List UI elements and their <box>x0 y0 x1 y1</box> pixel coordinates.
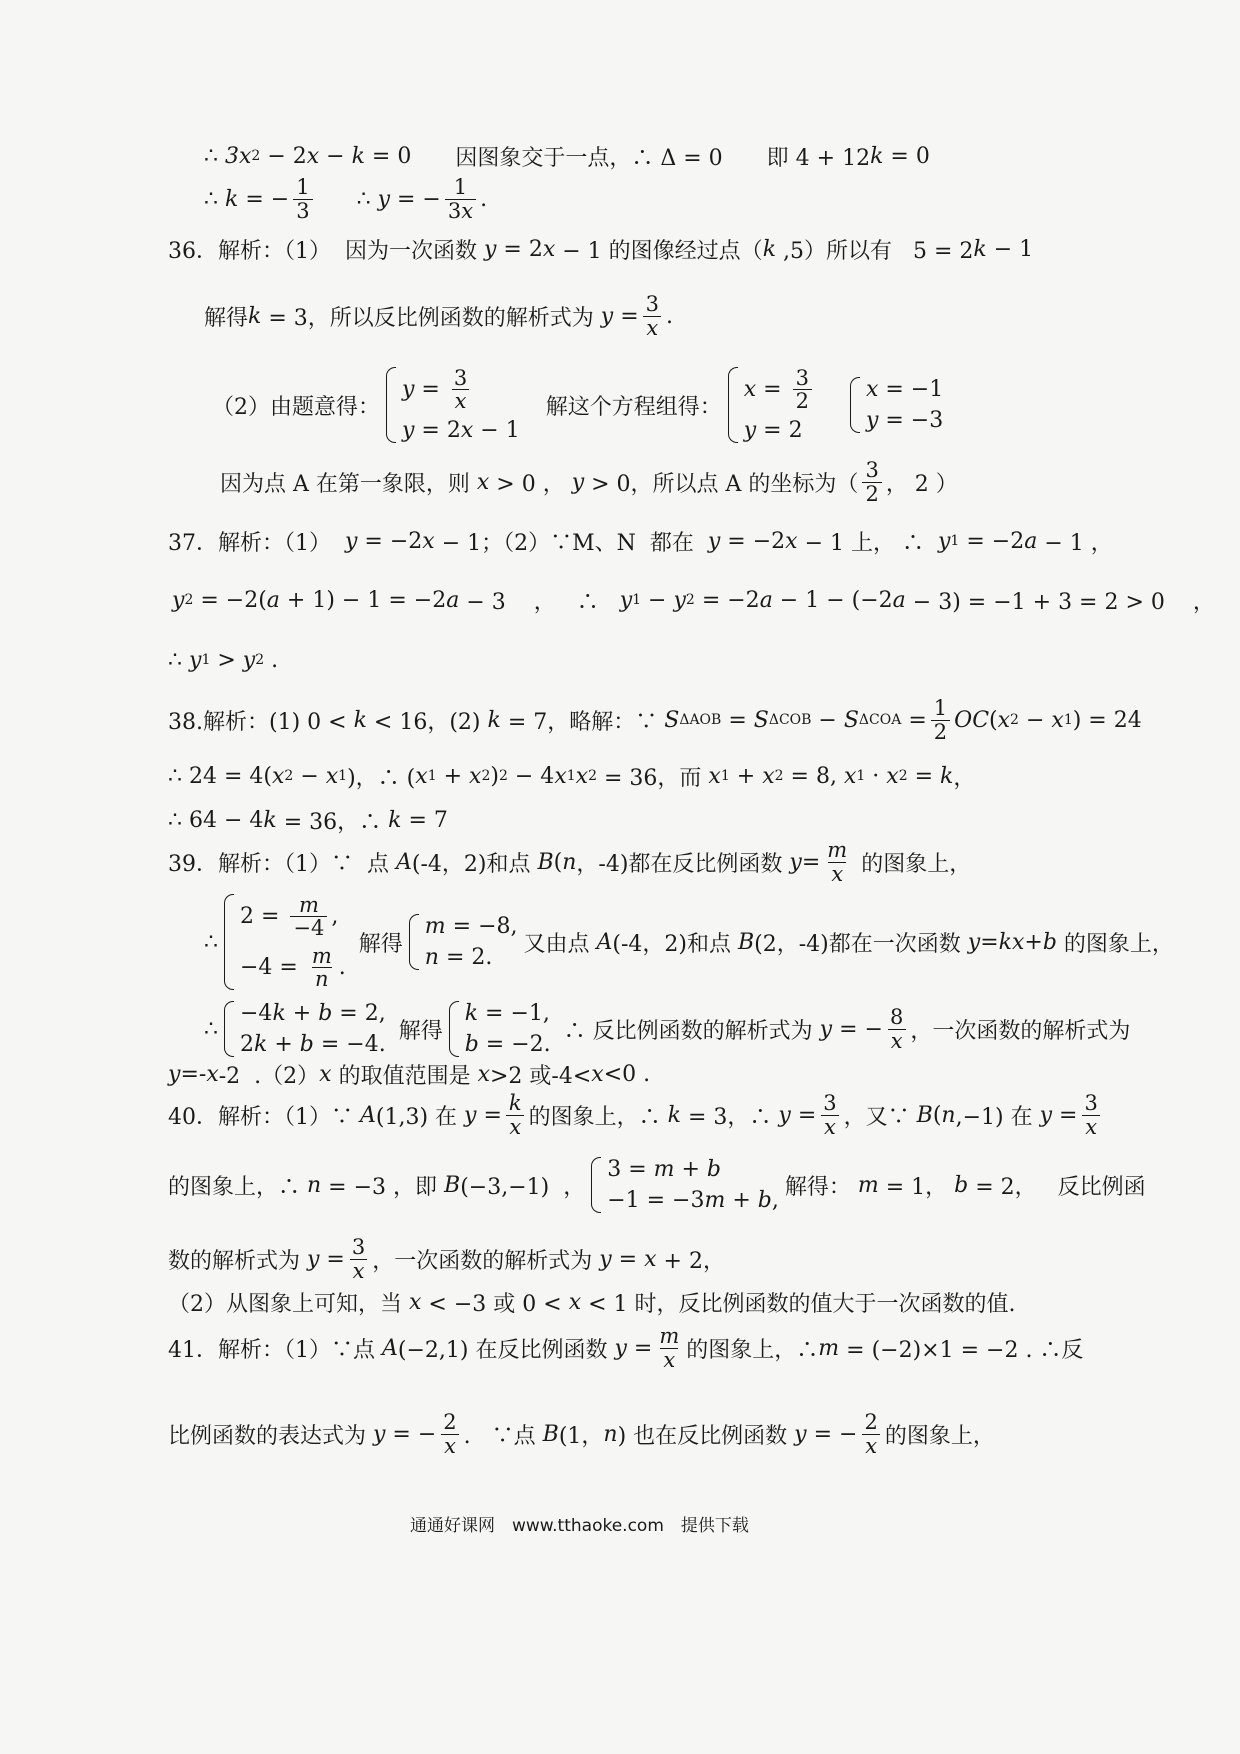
footer-text: 通通好课网 www.tthaoke.com 提供下载 <box>410 1515 749 1536</box>
line-8 <box>0 570 1240 630</box>
line-22 <box>0 1404 1240 1464</box>
equation-system-3: x = −1 y = −3 <box>850 377 943 433</box>
line-3-content: 36．解析：（1） 因为一次函数 y = 2 x − 1 的图像经过点（ k ,5）所以有 5 = 2 k − 1 <box>168 236 1034 264</box>
equation-system-8: 3 = m + b −1 = −3 m + b , <box>591 1157 779 1213</box>
line-8-content: y 2 = −2( a + 1) − 1 = −2 a − 3 ， ∴ y 1 − y 2 = −2 a − 1 − (−2 a − 3) = −1 + 3 = 2 > 0 ， <box>172 587 1215 615</box>
line-20-content: （2）从图象上可知，当 x < −3 或 0 < x < 1 时，反比例函数的值大于一次函数的值. <box>168 1289 1016 1317</box>
line-14-content: ∴ 2 = $\frac{m}{-4}$ , −4 = $\frac{m}{n}$ . 解得 m = −8, n = 2. 又由点 A (-4，2)和点 B (2，-4)都在一次函数 y = kx + b 的图象上， <box>204 892 1174 992</box>
line-3 <box>0 219 1240 279</box>
equation-system-1: y = $\frac{3}{x}$ y = 2 x − 1 <box>386 367 520 443</box>
line-10 <box>0 690 1240 750</box>
line-22-content: 比例函数的表达式为 y = − $\frac{2}{x}$ . ∵点 B (1， n ) 也在反比例函数 y = − $\frac{2}{x}$ 的图象上， <box>168 1410 995 1458</box>
line-7-content: 37．解析：（1） y = −2 x − 1；（2）∵M、N 都在 y = −2 x − 1 上， ∴ y 1 = −2 a − 1 ， <box>168 528 1113 556</box>
line-19-content: 数的解析式为 y = $\frac{3}{x}$ ，一次函数的解析式为 y = x + 2， <box>168 1235 725 1283</box>
line-18-content: 的图象上，∴ n = −3 ，即 B (−3,−1) ， 3 = m + b −1 = −3 m + b , 解得： m = 1， b = 2， 反比例函 <box>168 1157 1146 1213</box>
equation-system-2: x = $\frac{3}{2}$ y = 2 <box>728 367 816 443</box>
line-9 <box>0 630 1240 690</box>
line-17 <box>0 1085 1240 1145</box>
equation-system-6: −4 k + b = 2, 2 k + b = −4. <box>224 1001 386 1057</box>
line-15-content: ∴ −4 k + b = 2, 2 k + b = −4. 解得 k = −1, b = −2. ∴ 反比例函数的解析式为 y = − $\frac{8}{x}$ ，一次函数的解析式为 <box>204 1001 1131 1057</box>
line-21 <box>0 1318 1240 1378</box>
line-11-content: ∴ 24 = 4( x 2 − x 1 )，∴ ( x 1 + x 2 ) 2 − 4 x 1 x 2 = 36，而 x 1 + x 2 = 8, x 1 · x 2 = k ， <box>168 763 976 791</box>
line-6 <box>0 452 1240 512</box>
line-5 <box>0 365 1240 444</box>
line-9-content: ∴ y 1 > y 2 . <box>168 647 279 673</box>
line-5-content: （2）由题意得： y = $\frac{3}{x}$ y = 2 x − 1 解这个方程组得： x = $\frac{3}{2}$ y = 2 x = −1 y = −3 <box>212 365 944 444</box>
equation-system-5: m = −8, n = 2. <box>409 914 518 970</box>
line-18 <box>0 1148 1240 1222</box>
page-footer <box>0 1493 1240 1553</box>
line-13 <box>0 832 1240 892</box>
line-1-content: ∴ 3x 2 − 2 x − k = 0 因图象交于一点，∴ Δ = 0 即 4 + 12 k = 0 <box>204 143 930 171</box>
line-2-content: ∴ k = − $\frac{1}{3}$ ∴ y = − $\frac{1}{3x}$ . <box>204 175 488 223</box>
line-16-content: y =- x -2 .（2） x 的取值范围是 x >2 或-4< x <0 . <box>168 1061 651 1089</box>
line-14 <box>0 892 1240 992</box>
line-6-content: 因为点 A 在第一象限，则 x > 0 ， y > 0，所以点 A 的坐标为（ $\frac{3}{2}$ ， 2 ） <box>220 458 958 506</box>
line-12-content: ∴ 64 − 4 k = 36，∴ k = 7 <box>168 807 448 835</box>
equation-system-7: k = −1, b = −2. <box>449 1001 551 1057</box>
line-4 <box>0 286 1240 346</box>
equation-system-4: 2 = $\frac{m}{-4}$ , −4 = $\frac{m}{n}$ . <box>224 894 346 990</box>
line-17-content: 40．解析：（1）∵ A (1,3) 在 y = $\frac{k}{x}$ 的图象上，∴ k = 3，∴ y = $\frac{3}{x}$ ，又∵ B ( n ,−1) 在 y = $\frac{3}{x}$ <box>168 1085 1105 1145</box>
line-10-content: 38.解析：(1) 0 < k < 16，(2) k = 7，略解：∵ S ΔAOB = S ΔCOB − S ΔCOA = $\frac{1}{2}$ OC ( x 2 − x 1 ) = 24 <box>168 696 1142 744</box>
line-13-content: 39．解析：（1）∵ 点 A (-4，2)和点 B ( n ，-4)都在反比例函数 y = $\frac{m}{x}$ 的图象上， <box>168 838 972 886</box>
line-21-content: 41．解析：（1）∵点 A (−2,1) 在反比例函数 y = $\frac{m}{x}$ 的图象上，∴ m = (−2)×1 = −2 . ∴反 <box>168 1324 1084 1372</box>
line-4-content: 解得 k = 3，所以反比例函数的解析式为 y = $\frac{3}{x}$ . <box>204 292 674 340</box>
line-7 <box>0 511 1240 571</box>
